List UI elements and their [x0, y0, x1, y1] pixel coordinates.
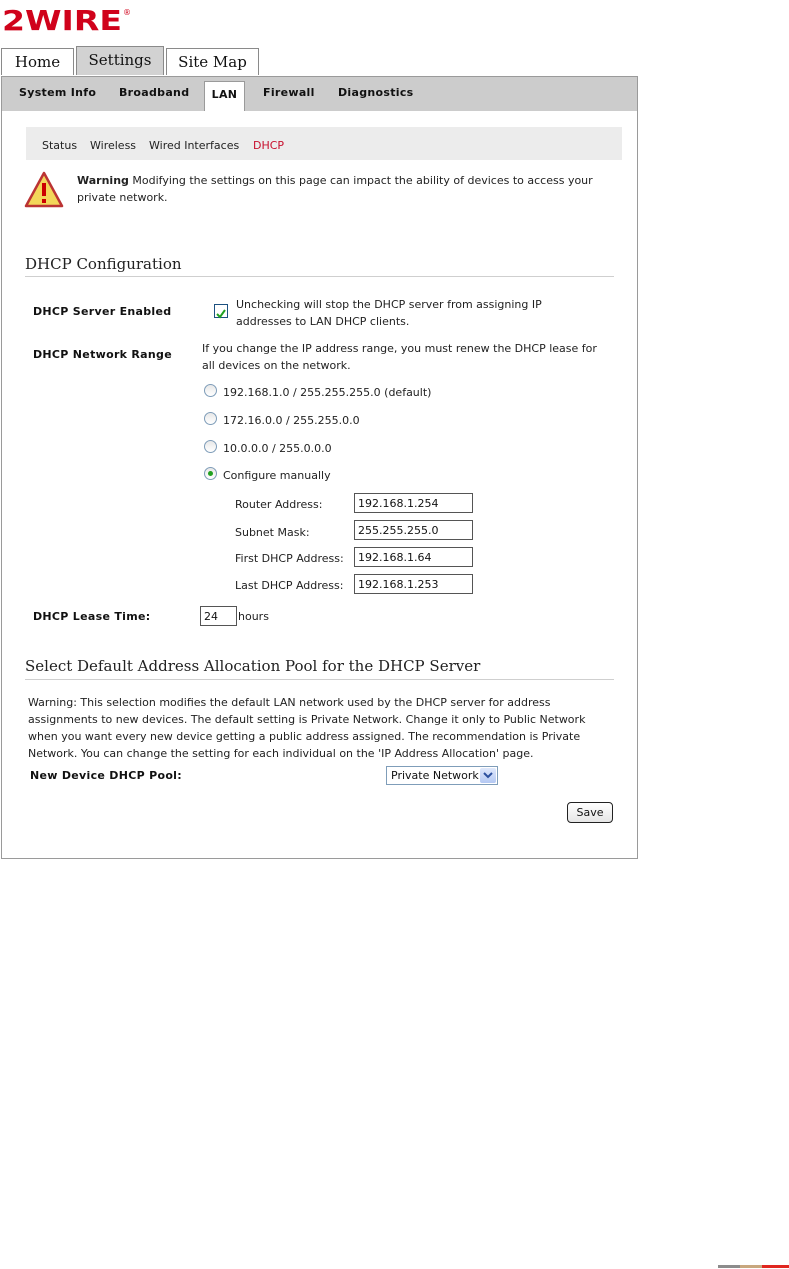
dhcp-lease-time-label: DHCP Lease Time:	[33, 610, 151, 623]
dhcp-network-range-label: DHCP Network Range	[33, 348, 172, 361]
dhcp-server-enabled-label: DHCP Server Enabled	[33, 305, 172, 318]
pool-warning-line: Warning: This selection modifies the default LAN network used by the DHCP server for address	[28, 696, 551, 709]
range-option-192: 192.168.1.0 / 255.255.255.0 (default)	[223, 386, 432, 399]
save-button[interactable]: Save	[567, 802, 613, 823]
pool-warning	[28, 694, 618, 762]
pool-warning-line: Network. You can change the setting for each individual on the 'IP Address Allocation' page.	[28, 747, 534, 760]
pool-warning-line: when you want every new device getting a public address assigned. The recommendation is Private	[28, 730, 581, 743]
last-dhcp-address-input[interactable]	[354, 574, 473, 594]
tab-diagnostics[interactable]: Diagnostics	[338, 86, 414, 99]
logo-text: 2WIRE	[2, 4, 122, 36]
subtab-status[interactable]: Status	[42, 139, 78, 152]
dhcp-server-enabled-checkbox[interactable]	[214, 304, 228, 318]
warning-line2: private network.	[77, 191, 168, 204]
warning-title: Warning	[77, 174, 129, 187]
first-dhcp-address-label: First DHCP Address:	[235, 552, 344, 565]
lease-time-input[interactable]	[200, 606, 237, 626]
dhcp-server-help	[236, 296, 616, 330]
range-radio-manual[interactable]	[204, 467, 217, 480]
range-radio-192[interactable]	[204, 384, 217, 397]
last-dhcp-address-label: Last DHCP Address:	[235, 579, 344, 592]
range-option-10: 10.0.0.0 / 255.0.0.0	[223, 442, 332, 455]
range-radio-172[interactable]	[204, 412, 217, 425]
pool-warning-line: assignments to new devices. The default setting is Private Network. Change it only to Public Network	[28, 713, 586, 726]
pool-heading: Select Default Address Allocation Pool for the DHCP Server	[25, 657, 481, 675]
subtab-wired-interfaces[interactable]: Wired Interfaces	[149, 139, 240, 152]
pool-selected-value: Private Network	[391, 769, 479, 782]
range-option-172: 172.16.0.0 / 255.255.0.0	[223, 414, 360, 427]
server-help-line1: Unchecking will stop the DHCP server from assigning IP	[236, 298, 542, 311]
warning-text	[77, 172, 617, 206]
divider	[25, 276, 614, 277]
warning-icon	[24, 170, 64, 210]
divider	[25, 679, 614, 680]
subtab-wireless[interactable]: Wireless	[90, 139, 137, 152]
tab-firewall[interactable]: Firewall	[263, 86, 315, 99]
tab-lan[interactable]: LAN	[204, 81, 245, 111]
subnet-mask-label: Subnet Mask:	[235, 526, 310, 539]
subtab-dhcp[interactable]: DHCP	[253, 139, 285, 152]
tab-site-map[interactable]: Site Map	[166, 48, 259, 75]
tab-home[interactable]: Home	[1, 48, 74, 75]
router-address-input[interactable]	[354, 493, 473, 513]
first-dhcp-address-input[interactable]	[354, 547, 473, 567]
section-nav	[2, 77, 637, 111]
range-option-manual: Configure manually	[223, 469, 331, 482]
new-device-pool-label: New Device DHCP Pool:	[30, 769, 182, 782]
server-help-line2: addresses to LAN DHCP clients.	[236, 315, 410, 328]
registered-mark: ®	[123, 8, 131, 17]
check-icon	[215, 308, 227, 320]
dhcp-config-heading: DHCP Configuration	[25, 255, 182, 273]
tab-system-info[interactable]: System Info	[19, 86, 97, 99]
range-radio-10[interactable]	[204, 440, 217, 453]
range-help-line2: all devices on the network.	[202, 359, 351, 372]
tab-settings[interactable]: Settings	[76, 46, 164, 75]
router-address-label: Router Address:	[235, 498, 323, 511]
network-range-help	[202, 340, 617, 374]
brand-bar-tan	[740, 1265, 762, 1268]
tab-broadband[interactable]: Broadband	[119, 86, 190, 99]
brand-bar-red	[762, 1265, 789, 1268]
range-help-line1: If you change the IP address range, you must renew the DHCP lease for	[202, 342, 597, 355]
new-device-pool-select[interactable]	[386, 766, 498, 785]
subnet-mask-input[interactable]	[354, 520, 473, 540]
brand-bar-gray	[718, 1265, 740, 1268]
chevron-down-icon[interactable]	[480, 768, 496, 783]
lease-time-unit: hours	[238, 610, 269, 623]
warning-line1: Modifying the settings on this page can impact the ability of devices to access your	[132, 174, 593, 187]
2wire-logo	[2, 4, 132, 36]
